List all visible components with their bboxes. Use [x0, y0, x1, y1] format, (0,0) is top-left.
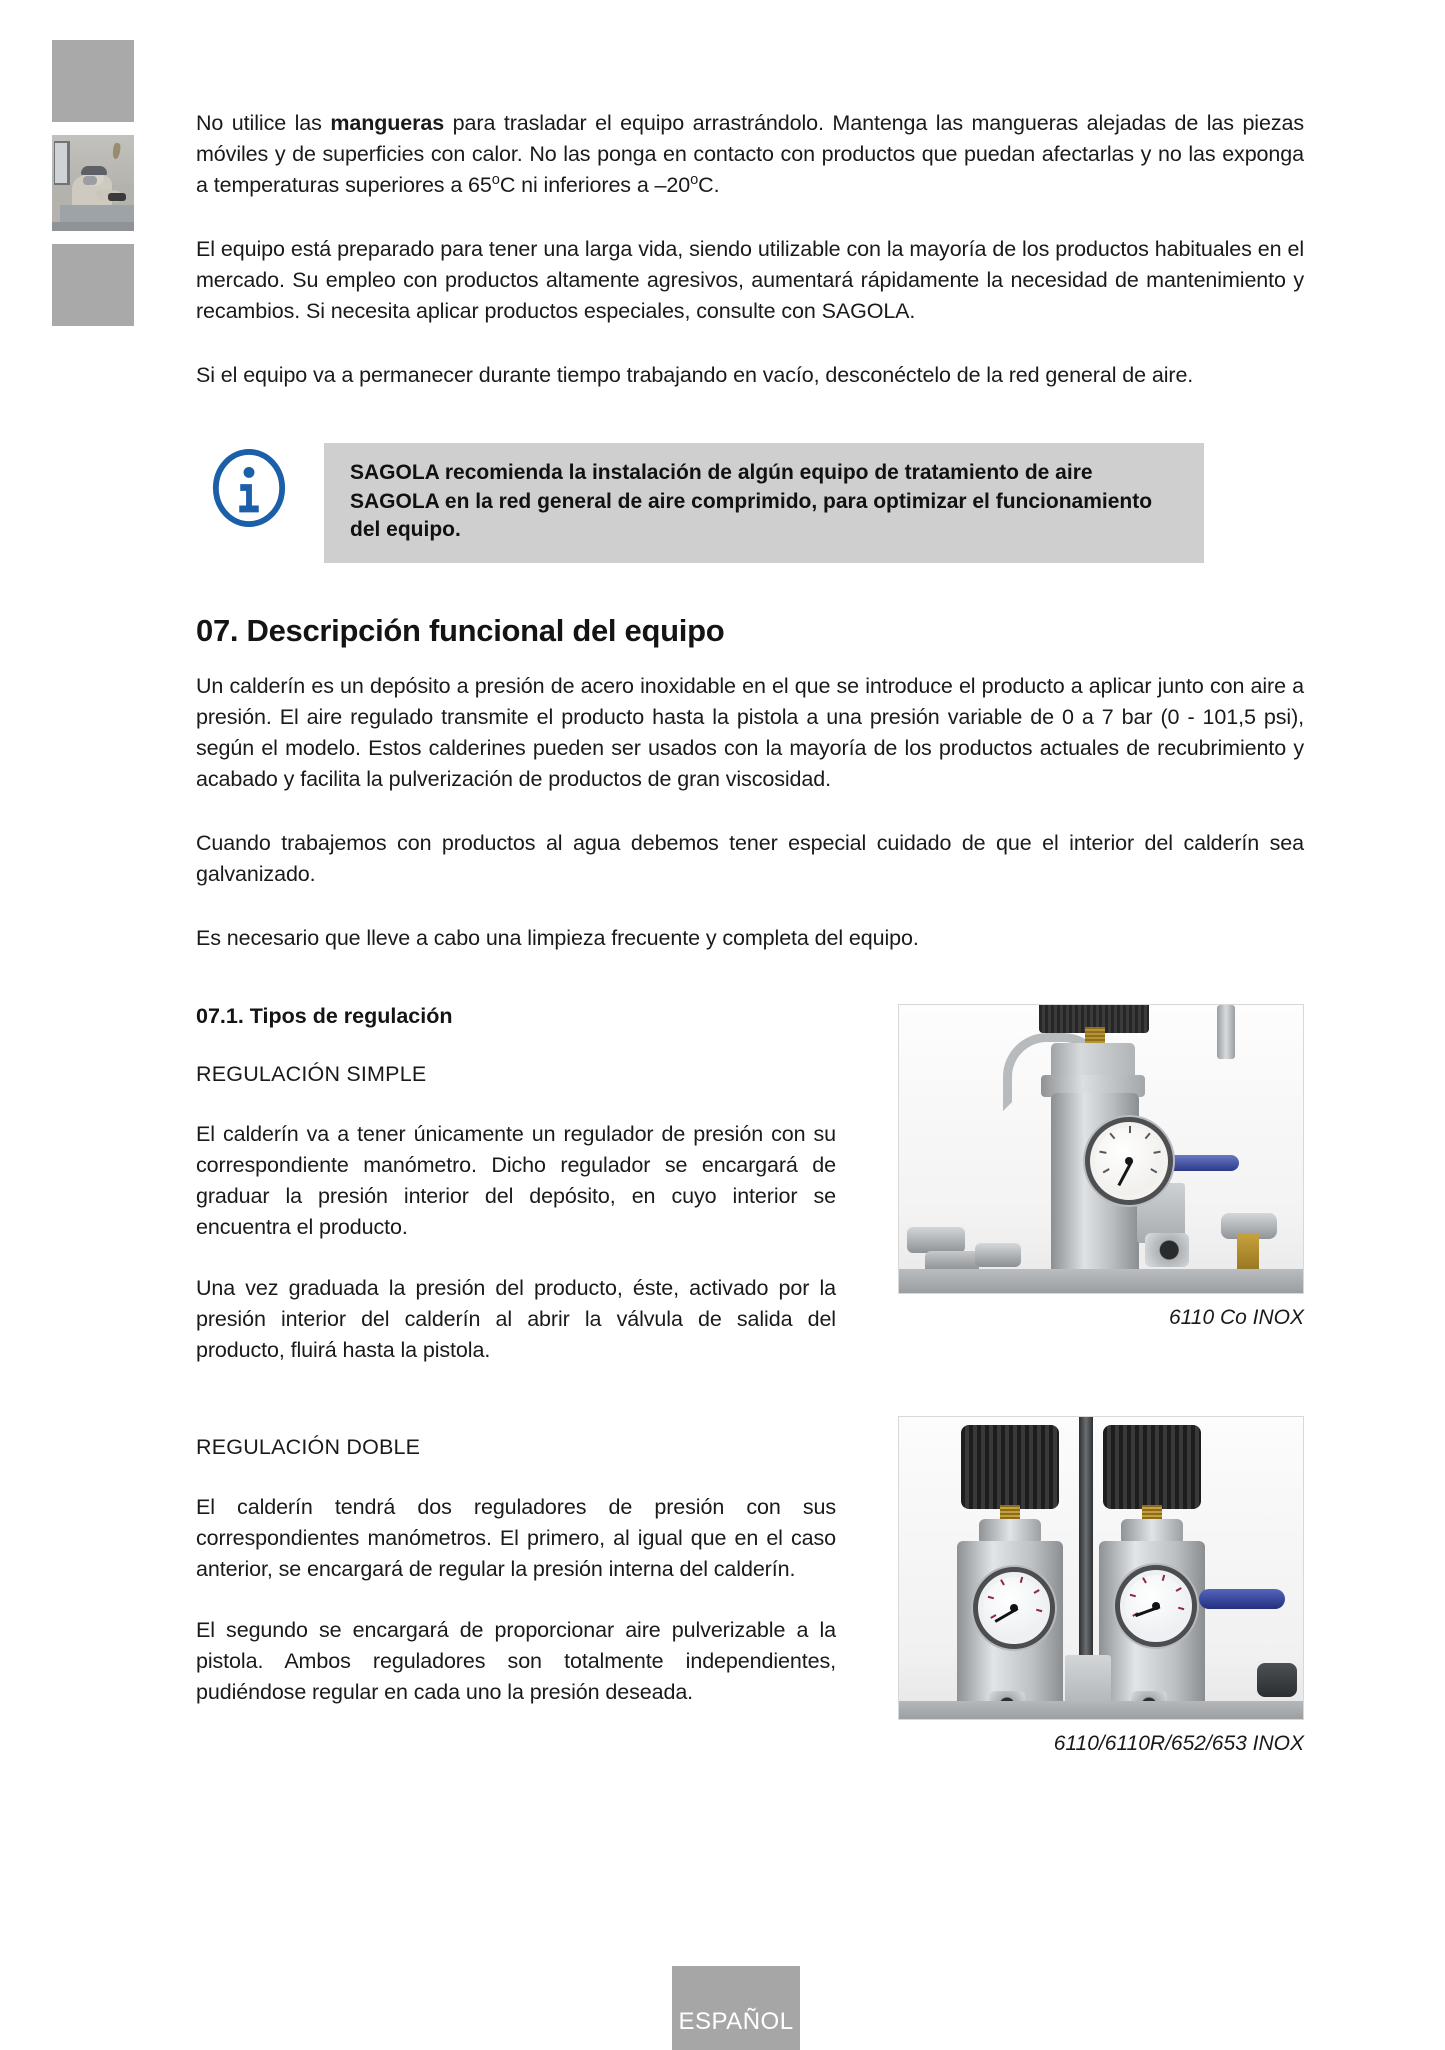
- photo-floor: [52, 222, 134, 231]
- intro-p1-text-c: C ni inferiores a –20: [499, 173, 691, 197]
- intro-p1-text-b: para trasladar el equipo arrastrándolo. Mantenga las mangueras alejadas de las piezas móviles y de superficies con calor. No las ponga en contacto con productos que puedan afectarlas y no las exponga a temperaturas superiores a 65: [196, 111, 1304, 197]
- photo1-pressure-gauge: [1085, 1117, 1173, 1205]
- double-paragraph-2: El segundo se encargará de proporcionar aire pulverizable a la pistola. Ambos reguladores son totalmente independientes, pudiéndose regular en cada uno la presión deseada.: [196, 1618, 836, 1704]
- section-paragraph-2: Cuando trabajemos con productos al agua debemos tener especial cuidado de que el interior del calderín sea galvanizado.: [196, 831, 1304, 886]
- regulation-text-column: [196, 1004, 836, 1708]
- photo2-inlet-plate: [1065, 1655, 1111, 1705]
- intro-paragraph-1: [196, 108, 1304, 201]
- single-regulator-photo: [898, 1004, 1304, 1294]
- photo1-gauge-tick: [1129, 1126, 1131, 1133]
- photo2-center-post: [1079, 1417, 1093, 1669]
- intro-paragraph-3: Si el equipo va a permanecer durante tiempo trabajando en vacío, desconéctelo de la red general de aire.: [196, 363, 1194, 387]
- sidebar-gray-square-top: [52, 40, 134, 122]
- photo1-clamp-left-3: [975, 1243, 1021, 1267]
- double-regulator-photo: [898, 1416, 1304, 1720]
- photo2-pressure-gauge-right: [1115, 1565, 1197, 1647]
- intro-p1-text-d: C.: [698, 173, 720, 197]
- subsection-title-07-1: 07.1. Tipos de regulación: [196, 1004, 453, 1028]
- photo-single-regulator-scene: [899, 1005, 1303, 1293]
- photo1-clamp-left-1: [907, 1227, 965, 1253]
- label-regulacion-doble: REGULACIÓN DOBLE: [196, 1435, 421, 1459]
- photo1-outlet-port: [1145, 1233, 1189, 1267]
- photo1-gauge-hub: [1125, 1157, 1133, 1165]
- info-circle-icon: [210, 449, 288, 527]
- intro-p1-text-a: No utilice las: [196, 111, 331, 135]
- photo-spray-gun: [108, 193, 126, 201]
- photo-worker-cap: [81, 166, 107, 175]
- info-callout-text: SAGOLA recomienda la instalación de algún equipo de tratamiento de aire SAGOLA en la red general de aire comprimido, para optimizar el funcionamiento del equipo.: [350, 461, 1153, 541]
- figure-2-caption: 6110/6110R/652/653 INOX: [1053, 1732, 1304, 1755]
- label-regulacion-simple: REGULACIÓN SIMPLE: [196, 1062, 427, 1086]
- sidebar-gray-square-bottom: [52, 244, 134, 326]
- section-paragraph-1: Un calderín es un depósito a presión de acero inoxidable en el que se introduce el producto a aplicar junto con aire a presión. El aire regulado transmite el producto hasta la pistola a una presión variable de 0 a 7 bar (0 - 101,5 psi), según el modelo. Estos calderines pueden ser usados con la mayoría de los productos actuales de recubrimiento y acabado y facilita la pulverización de productos de gran viscosidad.: [196, 674, 1304, 791]
- section-paragraph-3: Es necesario que lleve a cabo una limpieza frecuente y completa del equipo.: [196, 926, 919, 950]
- photo-door-panel: [55, 143, 67, 183]
- figure-single-regulator: [898, 1004, 1304, 1330]
- photo2-adjust-knob-right: [1103, 1425, 1201, 1509]
- photo1-tank-lid: [899, 1269, 1303, 1293]
- main-content: [196, 0, 1304, 1755]
- photo1-brass-screw: [1085, 1027, 1105, 1043]
- photo2-adjust-knob-left: [961, 1425, 1059, 1509]
- footer-language-label: ESPAÑOL: [678, 2008, 794, 2035]
- photo2-blue-lever: [1199, 1589, 1285, 1609]
- simple-paragraph-1: El calderín va a tener únicamente un regulador de presión con su correspondiente manómetro. Dicho regulador se encargará de graduar la presión interior del depósito, en cuyo interior se encuentra el producto.: [196, 1122, 836, 1239]
- info-callout-box: [324, 443, 1204, 563]
- photo-worker-respirator: [83, 176, 97, 185]
- photo2-gauge-hub: [1152, 1602, 1160, 1610]
- double-paragraph-1: El calderín tendrá dos reguladores de presión con sus correspondientes manómetros. El primero, al igual que en el caso anterior, se encargará de regular la presión interna del calderín.: [196, 1495, 836, 1581]
- section-title-07: 07. Descripción funcional del equipo: [196, 613, 725, 648]
- photo2-pressure-gauge-left: [973, 1567, 1055, 1649]
- photo-double-regulator-scene: [899, 1417, 1303, 1719]
- photo1-metal-rod: [1217, 1005, 1235, 1059]
- photo2-tank-lid: [899, 1701, 1303, 1719]
- sidebar-decoration: [52, 40, 134, 339]
- photo2-gauge-hub: [1010, 1604, 1018, 1612]
- footer-language-tab: [672, 1966, 800, 2050]
- photo2-dark-fitting: [1257, 1663, 1297, 1697]
- simple-paragraph-2: Una vez graduada la presión del producto, éste, activado por la presión interior del calderín al abrir la válvula de salida del producto, fluirá hasta la pistola.: [196, 1276, 836, 1362]
- sidebar-worker-photo: [52, 135, 134, 231]
- intro-p1-bold-mangueras: mangueras: [330, 111, 445, 135]
- intro-paragraph-2: El equipo está preparado para tener una larga vida, siendo utilizable con la mayoría de los productos habituales en el mercado. Su empleo con productos altamente agresivos, aumentará rápidamente la necesidad de mantenimiento y recambios. Si necesita aplicar productos especiales, consulte con SAGOLA.: [196, 237, 1304, 323]
- degree-symbol-1: o: [491, 171, 500, 188]
- info-callout: [196, 443, 1304, 553]
- regulation-section: [196, 1004, 1304, 1755]
- degree-symbol-2: o: [690, 171, 699, 188]
- figure-1-caption: 6110 Co INOX: [1168, 1306, 1304, 1329]
- figure-double-regulator: [898, 1416, 1304, 1756]
